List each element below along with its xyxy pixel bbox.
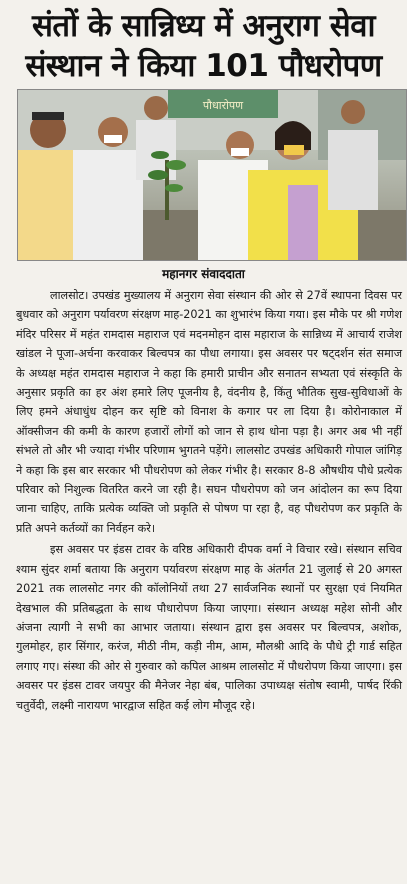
headline-line-2: संस्थान ने किया 101 पौधरोपण	[25, 48, 382, 84]
article-body	[16, 286, 402, 715]
banner-text: पौधारोपण	[202, 99, 244, 112]
headline	[8, 6, 399, 86]
headline-line-1: संतों के सान्निध्य में अनुराग सेवा	[31, 8, 376, 44]
article-paragraph: लालसोट। उपखंड मुख्यालय में अनुराग सेवा संस्थान की ओर से 27वें स्थापना दिवस पर बुधवार को अनुराग पर्यावरण संरक्षण माह-2021 का शुभारंभ किया गया। इस मौके पर श्री गणेश मंदिर परिसर में महंत रामदास महाराज एवं मदनमोहन दास महाराज के सान्निध्य में आचार्य राजेश खांडल ने पूजा-अर्चना करवाकर बिल्वपत्र का पौधा लगाया। इस अवसर पर षट्दर्शन संत समाज के अध्यक्ष महंत रामदास महाराज ने कहा कि हमारी प्राचीन और सनातन सभ्यता एवं संस्कृति के अनुसार प्रकृति का हर अंश हमारे लिए पूजनीय है, वंदनीय है, किंतु भौतिक सुख-सुविधाओं के लिए हमने अंधाधुंध दोहन कर सृष्टि को विनाश के कगार पर ला दिया है। कोरोनाकाल में ऑक्सीजन की कमी के कारण हजारों लोगों को जान से हाथ धोना पड़ा है। अगर अब भी नहीं संभले तो और भी ज्यादा गंभीर परिणाम भुगतने पड़ेंगे। लालसोट उपखंड अधिकारी गोपाल जांगिड़ ने कहा कि इस बार सरकार भी पौधरोपण को लेकर गंभीर है। सरकार 8-8 औषधीय पौधे प्रत्येक परिवार को निशुल्क वितरित करने जा रही है। सघन पौधरोपण को जन आंदोलन का रूप दिया जाना चाहिए, ताकि प्रत्येक व्यक्ति जो प्रकृति से पोषण पा रहा है, वह पौधरोपण कर प्रकृति के प्रति अपने कर्तव्यों का निर्वहन करे।	[16, 289, 402, 535]
news-photo	[17, 89, 407, 261]
byline: महानगर संवाददाता	[162, 267, 245, 281]
article-paragraph: इस अवसर पर इंडस टावर के वरिष्ठ अधिकारी दीपक वर्मा ने विचार रखे। संस्थान सचिव श्याम सुंदर शर्मा बताया कि अनुराग पर्यावरण संरक्षण माह के अंतर्गत 21 जुलाई से 20 अगस्त 2021 तक लालसोट नगर की कॉलोनियों तथा 27 सार्वजनिक स्थानों पर सुरक्षा एवं नियमित देखभाल की प्रतिबद्धता के साथ पौधारोपण किया जाएगा। संस्थान अध्यक्ष महेश सोनी और अंजना त्यागी ने सभी का आभार जताया। संस्थान द्वारा इस अवसर पर बिल्वपत्र, अशोक, गुलमोहर, हार सिंगार, करंज, मीठी नीम, कड़ी नीम, आम, मौलश्री आदि के पौधे ट्री गार्ड सहित लगाए गए। संस्था की ओर से गुरुवार को कपिल आश्रम लालसोट में पौधरोपण किया जाएगा। इस अवसर पर इंडस टावर जयपुर की मैनेजर नेहा बंब, पालिका उपाध्यक्ष संतोष स्वामी, पार्षद रिंकी चतुर्वेदी, लक्ष्मी नारायण भारद्वाज सहित कई लोग मौजूद रहे।	[16, 543, 402, 712]
plantation-scene-illustration	[18, 90, 406, 260]
